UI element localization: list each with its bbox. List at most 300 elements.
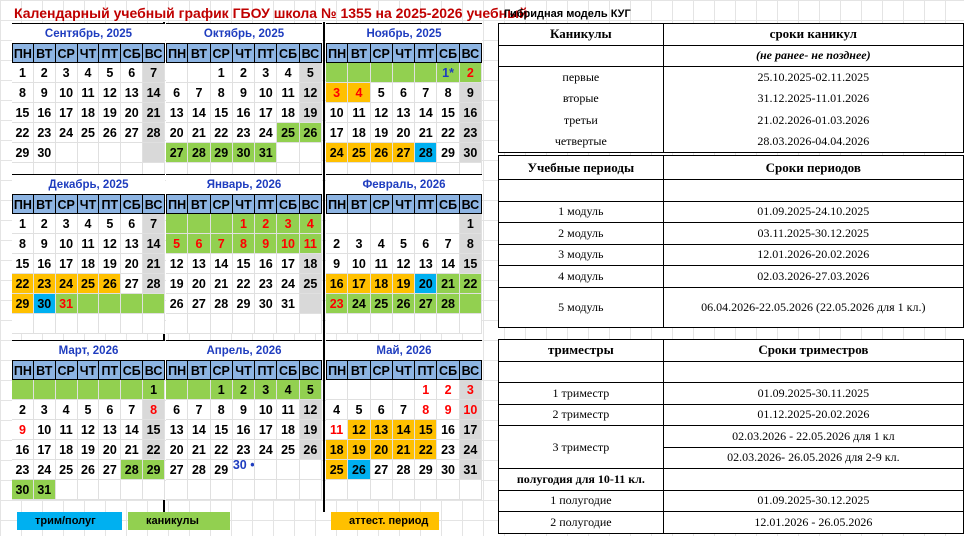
day-cell: 14 bbox=[393, 420, 415, 440]
table-cell: 5 модуль bbox=[499, 287, 664, 327]
day-cell: 11 bbox=[326, 420, 348, 440]
day-cell: 12 bbox=[166, 254, 188, 274]
day-cell: 25 bbox=[348, 143, 370, 163]
day-cell: 20 bbox=[99, 440, 121, 460]
weekday-header: ПТ bbox=[255, 43, 277, 63]
day-cell: 10 bbox=[277, 234, 299, 254]
weekday-header: СБ bbox=[437, 194, 459, 214]
day-cell: 25 bbox=[277, 440, 299, 460]
day-cell: 20 bbox=[188, 274, 210, 294]
day-cell: 17 bbox=[56, 103, 78, 123]
day-cell: 5 bbox=[300, 380, 322, 400]
day-cell bbox=[188, 480, 210, 500]
table-cell: 01.09.2025-24.10.2025 bbox=[663, 201, 963, 223]
day-cell: 3 bbox=[255, 380, 277, 400]
weekday-header: ЧТ bbox=[393, 194, 415, 214]
day-cell: 2 bbox=[34, 214, 56, 234]
day-cell bbox=[166, 480, 188, 500]
day-cell: 10 bbox=[326, 103, 348, 123]
day-cell: 17 bbox=[348, 274, 370, 294]
day-cell: 27 bbox=[166, 143, 188, 163]
day-cell: 1 bbox=[415, 380, 437, 400]
day-cell: 16 bbox=[34, 254, 56, 274]
day-cell: 2 bbox=[255, 214, 277, 234]
weekday-header: ПТ bbox=[255, 360, 277, 380]
day-cell: 26 bbox=[99, 274, 121, 294]
day-cell: 24 bbox=[34, 460, 56, 480]
day-cell: 15 bbox=[415, 420, 437, 440]
day-cell bbox=[78, 143, 100, 163]
day-cell: 21 bbox=[188, 123, 210, 143]
day-cell: 12 bbox=[300, 400, 322, 420]
day-cell bbox=[326, 314, 348, 334]
day-cell bbox=[277, 143, 299, 163]
table-cell: вторые bbox=[499, 88, 664, 110]
weekday-header: СР bbox=[211, 360, 233, 380]
day-cell: 7 bbox=[188, 400, 210, 420]
day-cell bbox=[300, 314, 322, 334]
day-cell: 9 bbox=[460, 83, 482, 103]
day-cell: 29 bbox=[415, 460, 437, 480]
day-cell bbox=[460, 314, 482, 334]
day-cell: 6 bbox=[393, 83, 415, 103]
day-cell: 28 bbox=[211, 294, 233, 314]
day-cell: 17 bbox=[34, 440, 56, 460]
day-cell: 6 bbox=[371, 400, 393, 420]
day-cell bbox=[78, 294, 100, 314]
day-cell: 11 bbox=[277, 83, 299, 103]
day-cell bbox=[99, 480, 121, 500]
day-cell: 26 bbox=[300, 440, 322, 460]
weekday-header: ВТ bbox=[188, 360, 210, 380]
day-cell: 13 bbox=[166, 420, 188, 440]
day-cell: 4 bbox=[78, 63, 100, 83]
day-cell: 8 bbox=[12, 234, 34, 254]
day-cell bbox=[99, 314, 121, 334]
periods-col1: Учебные периоды bbox=[499, 156, 664, 180]
day-cell: 24 bbox=[460, 440, 482, 460]
day-cell: 15 bbox=[211, 420, 233, 440]
day-cell: 18 bbox=[277, 420, 299, 440]
weekday-header: ЧТ bbox=[78, 43, 100, 63]
weekday-header: ПТ bbox=[99, 360, 121, 380]
day-cell: 15 bbox=[233, 254, 255, 274]
table-cell: 1 полугодие bbox=[499, 490, 664, 512]
day-cell: 30 bbox=[34, 294, 56, 314]
day-cell bbox=[437, 214, 459, 234]
day-cell bbox=[437, 314, 459, 334]
weekday-header: ВС bbox=[143, 360, 165, 380]
weekday-header: ВС bbox=[300, 360, 322, 380]
day-cell: 31 bbox=[255, 143, 277, 163]
table-cell: 12.01.2026 - 26.05.2026 bbox=[663, 512, 963, 534]
day-cell: 25 bbox=[300, 274, 322, 294]
day-cell: 24 bbox=[255, 123, 277, 143]
month-block bbox=[12, 174, 165, 334]
day-cell: 20 bbox=[166, 440, 188, 460]
weekday-header: ПТ bbox=[99, 194, 121, 214]
weekday-header: ВС bbox=[300, 43, 322, 63]
day-cell bbox=[326, 214, 348, 234]
day-cell: 10 bbox=[255, 400, 277, 420]
day-cell: 30 • bbox=[233, 460, 255, 480]
day-cell bbox=[121, 143, 143, 163]
day-cell: 15 bbox=[460, 254, 482, 274]
day-cell: 28 bbox=[188, 460, 210, 480]
weekday-header: СБ bbox=[277, 194, 299, 214]
day-cell bbox=[371, 314, 393, 334]
day-cell: 22 bbox=[233, 274, 255, 294]
weekday-header: ЧТ bbox=[78, 360, 100, 380]
day-cell: 9 bbox=[34, 234, 56, 254]
weekday-header: ВТ bbox=[348, 360, 370, 380]
day-cell: 11 bbox=[78, 234, 100, 254]
day-cell: 10 bbox=[460, 400, 482, 420]
day-cell: 21 bbox=[121, 440, 143, 460]
day-cell: 11 bbox=[300, 234, 322, 254]
day-cell: 9 bbox=[437, 400, 459, 420]
weekday-header: ВС bbox=[143, 43, 165, 63]
month-name: Январь, 2026 bbox=[166, 174, 322, 194]
day-cell: 29 bbox=[12, 143, 34, 163]
day-cell: 6 bbox=[99, 400, 121, 420]
day-cell bbox=[348, 314, 370, 334]
day-cell: 14 bbox=[143, 83, 165, 103]
day-cell: 4 bbox=[371, 234, 393, 254]
day-cell: 23 bbox=[34, 123, 56, 143]
day-cell: 14 bbox=[143, 234, 165, 254]
day-cell: 15 bbox=[12, 254, 34, 274]
day-cell: 12 bbox=[99, 83, 121, 103]
day-cell: 1 bbox=[12, 214, 34, 234]
day-cell: 28 bbox=[437, 294, 459, 314]
day-cell: 5 bbox=[348, 400, 370, 420]
day-cell: 18 bbox=[56, 440, 78, 460]
day-cell: 4 bbox=[348, 83, 370, 103]
day-cell: 19 bbox=[348, 440, 370, 460]
day-cell bbox=[34, 380, 56, 400]
day-cell bbox=[348, 380, 370, 400]
day-cell: 12 bbox=[393, 254, 415, 274]
weekday-header: ПТ bbox=[255, 194, 277, 214]
day-cell bbox=[34, 314, 56, 334]
day-cell: 15 bbox=[143, 420, 165, 440]
day-cell bbox=[56, 480, 78, 500]
table-cell: 2 полугодие bbox=[499, 512, 664, 534]
day-cell: 8 bbox=[437, 83, 459, 103]
weekday-header: СР bbox=[56, 360, 78, 380]
weekday-header: СР bbox=[56, 194, 78, 214]
day-cell bbox=[371, 214, 393, 234]
day-cell bbox=[56, 380, 78, 400]
day-cell: 9 bbox=[233, 400, 255, 420]
table-cell: третьи bbox=[499, 110, 664, 132]
weekday-header: ВС bbox=[460, 360, 482, 380]
weekday-header: СБ bbox=[121, 360, 143, 380]
day-cell: 25 bbox=[78, 123, 100, 143]
weekday-header: ВТ bbox=[348, 194, 370, 214]
day-cell: 8 bbox=[460, 234, 482, 254]
day-cell: 8 bbox=[143, 400, 165, 420]
weekday-header: СБ bbox=[437, 43, 459, 63]
day-cell bbox=[415, 314, 437, 334]
table-cell: 12.01.2026-20.02.2026 bbox=[663, 244, 963, 266]
day-cell: 21 bbox=[415, 123, 437, 143]
day-cell: 7 bbox=[143, 63, 165, 83]
weekday-header: ПТ bbox=[99, 43, 121, 63]
day-cell: 1 bbox=[12, 63, 34, 83]
day-cell: 23 bbox=[460, 123, 482, 143]
day-cell: 31 bbox=[460, 460, 482, 480]
day-cell bbox=[415, 63, 437, 83]
day-cell: 16 bbox=[437, 420, 459, 440]
weekday-header: СБ bbox=[277, 360, 299, 380]
day-cell bbox=[326, 380, 348, 400]
legend-holiday: каникулы bbox=[128, 512, 230, 530]
weekday-header: ВС bbox=[143, 194, 165, 214]
day-cell: 22 bbox=[143, 440, 165, 460]
day-cell: 19 bbox=[300, 420, 322, 440]
day-cell: 11 bbox=[78, 83, 100, 103]
holidays-note: (не ранее- не позднее) bbox=[663, 45, 963, 67]
weekday-header: ВТ bbox=[348, 43, 370, 63]
day-cell: 24 bbox=[348, 294, 370, 314]
day-cell bbox=[121, 294, 143, 314]
weekday-header: СР bbox=[211, 194, 233, 214]
day-cell bbox=[188, 63, 210, 83]
table-cell: 25.10.2025-02.11.2025 bbox=[663, 67, 963, 89]
weekday-header: СР bbox=[211, 43, 233, 63]
day-cell bbox=[166, 214, 188, 234]
day-cell: 6 bbox=[415, 234, 437, 254]
day-cell bbox=[211, 314, 233, 334]
day-cell: 11 bbox=[56, 420, 78, 440]
day-cell: 7 bbox=[121, 400, 143, 420]
month-block bbox=[12, 23, 165, 183]
day-cell bbox=[255, 314, 277, 334]
weekday-header: ВС bbox=[460, 194, 482, 214]
table-cell: 03.11.2025-30.12.2025 bbox=[663, 223, 963, 245]
weekday-header: СР bbox=[56, 43, 78, 63]
day-cell: 19 bbox=[78, 440, 100, 460]
day-cell: 27 bbox=[415, 294, 437, 314]
weekday-header: СБ bbox=[121, 194, 143, 214]
day-cell: 4 bbox=[78, 214, 100, 234]
weekday-header: ПН bbox=[12, 43, 34, 63]
day-cell: 15 bbox=[211, 103, 233, 123]
day-cell: 3 bbox=[277, 214, 299, 234]
day-cell bbox=[12, 380, 34, 400]
day-cell bbox=[371, 480, 393, 500]
month-name: Февраль, 2026 bbox=[326, 174, 482, 194]
day-cell: 18 bbox=[326, 440, 348, 460]
day-cell: 2 bbox=[326, 234, 348, 254]
day-cell bbox=[437, 480, 459, 500]
day-cell: 7 bbox=[393, 400, 415, 420]
day-cell: 13 bbox=[371, 420, 393, 440]
day-cell: 27 bbox=[166, 460, 188, 480]
day-cell bbox=[255, 460, 277, 480]
weekday-header: СБ bbox=[437, 360, 459, 380]
terms-table bbox=[498, 339, 964, 534]
day-cell bbox=[99, 380, 121, 400]
day-cell: 12 bbox=[348, 420, 370, 440]
day-cell: 16 bbox=[12, 440, 34, 460]
weekday-header: СР bbox=[371, 360, 393, 380]
day-cell bbox=[56, 314, 78, 334]
day-cell: 30 bbox=[233, 143, 255, 163]
day-cell: 24 bbox=[326, 143, 348, 163]
day-cell: 13 bbox=[393, 103, 415, 123]
weekday-header: ВТ bbox=[188, 43, 210, 63]
day-cell bbox=[99, 294, 121, 314]
weekday-header: ЧТ bbox=[233, 43, 255, 63]
day-cell: 5 bbox=[78, 400, 100, 420]
day-cell: 5 bbox=[371, 83, 393, 103]
day-cell: 3 bbox=[348, 234, 370, 254]
day-cell: 26 bbox=[166, 294, 188, 314]
day-cell: 2 bbox=[34, 63, 56, 83]
table-cell: 01.09.2025-30.11.2025 bbox=[663, 383, 963, 405]
day-cell: 4 bbox=[326, 400, 348, 420]
weekday-header: ПН bbox=[12, 360, 34, 380]
day-cell bbox=[326, 63, 348, 83]
day-cell: 27 bbox=[371, 460, 393, 480]
day-cell: 10 bbox=[348, 254, 370, 274]
day-cell: 3 bbox=[326, 83, 348, 103]
month-block bbox=[166, 23, 322, 183]
day-cell: 12 bbox=[99, 234, 121, 254]
day-cell: 12 bbox=[78, 420, 100, 440]
day-cell: 27 bbox=[188, 294, 210, 314]
day-cell: 29 bbox=[211, 143, 233, 163]
day-cell: 29 bbox=[437, 143, 459, 163]
day-cell bbox=[371, 63, 393, 83]
day-cell bbox=[460, 294, 482, 314]
day-cell: 29 bbox=[233, 294, 255, 314]
month-name: Май, 2026 bbox=[326, 340, 482, 360]
day-cell bbox=[348, 214, 370, 234]
weekday-header: ВС bbox=[300, 194, 322, 214]
table-cell: 21.02.2026-01.03.2026 bbox=[663, 110, 963, 132]
month-name: Октябрь, 2025 bbox=[166, 23, 322, 43]
month-block bbox=[326, 340, 482, 500]
day-cell: 29 bbox=[211, 460, 233, 480]
day-cell: 20 bbox=[415, 274, 437, 294]
day-cell: 30 bbox=[437, 460, 459, 480]
day-cell bbox=[143, 294, 165, 314]
day-cell: 20 bbox=[121, 103, 143, 123]
day-cell: 23 bbox=[34, 274, 56, 294]
day-cell: 3 bbox=[56, 214, 78, 234]
day-cell: 26 bbox=[300, 123, 322, 143]
day-cell: 5 bbox=[99, 214, 121, 234]
month-block bbox=[166, 340, 322, 500]
day-cell: 23 bbox=[437, 440, 459, 460]
day-cell bbox=[166, 63, 188, 83]
day-cell: 10 bbox=[56, 234, 78, 254]
table-cell: четвертые bbox=[499, 131, 664, 153]
day-cell: 13 bbox=[121, 83, 143, 103]
day-cell: 2 bbox=[12, 400, 34, 420]
day-cell bbox=[121, 380, 143, 400]
day-cell: 20 bbox=[121, 254, 143, 274]
table-cell: 2 модуль bbox=[499, 223, 664, 245]
day-cell: 16 bbox=[460, 103, 482, 123]
weekday-header: ЧТ bbox=[233, 360, 255, 380]
day-cell: 3 bbox=[255, 63, 277, 83]
day-cell: 10 bbox=[34, 420, 56, 440]
day-cell: 3 bbox=[34, 400, 56, 420]
table-cell: 02.03.2026-27.03.2026 bbox=[663, 266, 963, 288]
day-cell: 17 bbox=[326, 123, 348, 143]
day-cell: 28 bbox=[188, 143, 210, 163]
table-cell: 28.03.2026-04.04.2026 bbox=[663, 131, 963, 153]
day-cell: 14 bbox=[437, 254, 459, 274]
day-cell: 7 bbox=[211, 234, 233, 254]
day-cell: 27 bbox=[121, 274, 143, 294]
day-cell: 6 bbox=[166, 83, 188, 103]
day-cell: 15 bbox=[12, 103, 34, 123]
day-cell: 8 bbox=[415, 400, 437, 420]
day-cell: 4 bbox=[277, 380, 299, 400]
day-cell: 14 bbox=[188, 103, 210, 123]
weekday-header: ВТ bbox=[34, 43, 56, 63]
day-cell bbox=[56, 143, 78, 163]
day-cell: 27 bbox=[393, 143, 415, 163]
month-block bbox=[326, 23, 482, 183]
day-cell: 2 bbox=[437, 380, 459, 400]
weekday-header: ПН bbox=[326, 360, 348, 380]
day-cell bbox=[393, 63, 415, 83]
day-cell: 5 bbox=[393, 234, 415, 254]
day-cell: 27 bbox=[121, 123, 143, 143]
day-cell: 22 bbox=[415, 440, 437, 460]
day-cell: 24 bbox=[255, 440, 277, 460]
weekday-header: ЧТ bbox=[393, 43, 415, 63]
day-cell: 24 bbox=[56, 274, 78, 294]
day-cell: 22 bbox=[12, 274, 34, 294]
day-cell: 4 bbox=[277, 63, 299, 83]
holidays-col1: Каникулы bbox=[499, 24, 664, 46]
day-cell: 13 bbox=[121, 234, 143, 254]
day-cell: 17 bbox=[56, 254, 78, 274]
day-cell bbox=[300, 294, 322, 314]
weekday-header: СБ bbox=[277, 43, 299, 63]
day-cell: 4 bbox=[300, 214, 322, 234]
day-cell: 25 bbox=[277, 123, 299, 143]
day-cell bbox=[348, 63, 370, 83]
day-cell: 1 bbox=[211, 63, 233, 83]
table-cell: первые bbox=[499, 67, 664, 89]
day-cell: 30 bbox=[34, 143, 56, 163]
weekday-header: ПТ bbox=[415, 360, 437, 380]
day-cell: 17 bbox=[277, 254, 299, 274]
month-name: Ноябрь, 2025 bbox=[326, 23, 482, 43]
day-cell bbox=[371, 380, 393, 400]
month-block bbox=[12, 340, 165, 500]
day-cell: 31 bbox=[34, 480, 56, 500]
day-cell: 25 bbox=[371, 294, 393, 314]
day-cell: 7 bbox=[143, 214, 165, 234]
table-cell: 02.03.2026- 26.05.2026 для 2-9 кл. bbox=[663, 447, 963, 469]
day-cell: 1 bbox=[460, 214, 482, 234]
day-cell: 25 bbox=[56, 460, 78, 480]
day-cell: 21 bbox=[188, 440, 210, 460]
day-cell: 28 bbox=[143, 123, 165, 143]
day-cell bbox=[78, 480, 100, 500]
day-cell: 12 bbox=[371, 103, 393, 123]
